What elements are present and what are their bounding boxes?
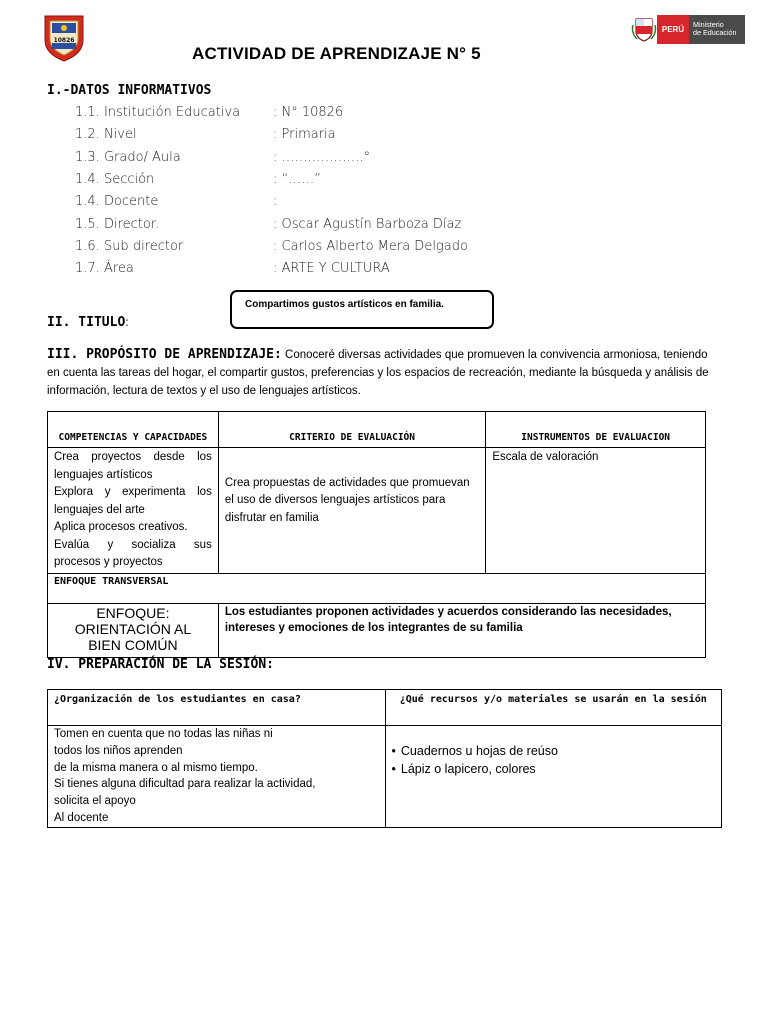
titulo-heading [47, 315, 129, 330]
competencia-line: procesos y proyectos [54, 556, 163, 568]
ministry-name-line1: Ministerio [693, 20, 724, 29]
datos-heading: I.-DATOS INFORMATIVOS [47, 83, 212, 98]
preparacion-heading: IV. PREPARACIÓN DE LA SESIÓN: [47, 657, 274, 672]
info-value: : Carlos Alberto Mera Delgado [273, 239, 468, 254]
proposito-text: Conoceré diversas actividades que promueven la convivencia armoniosa, teniendo en cuenta las tareas del hogar, el compartir gustos, preferencias y los espacios de recreación, mediante la búsqueda y análisis de información, lectura de textos y el uso de lenguajes artísticos. [47, 349, 709, 397]
competencia-line: Explora y experimenta los [54, 486, 212, 498]
info-value: : [273, 194, 278, 209]
competencia-line: Aplica procesos creativos. [54, 521, 188, 533]
info-value: : “……” [273, 172, 321, 187]
organizacion-line: solicita el apoyo [54, 795, 136, 808]
ministry-name-line2: de Educación [693, 28, 737, 37]
proposito-heading: III. PROPÓSITO DE APRENDIZAJE: [47, 347, 282, 362]
titulo-heading-text: II. TITULO [47, 315, 126, 330]
competencias-table [47, 411, 706, 658]
enfoque-name-cell [48, 603, 219, 657]
info-label: 1.7. Área [75, 261, 134, 276]
info-value: : ……………….° [273, 150, 371, 165]
header-criterio: CRITERIO DE EVALUACIÓN [218, 412, 486, 448]
competencias-cell [48, 448, 219, 574]
instrumento-cell: Escala de valoración [486, 448, 706, 574]
titulo-box: Compartimos gustos artísticos en familia. [230, 290, 494, 329]
organizacion-line: todos los niños aprenden [54, 744, 183, 757]
info-value: : ARTE Y CULTURA [273, 261, 390, 276]
enfoque-transversal-label: ENFOQUE TRANSVERSAL [48, 573, 706, 603]
criterio-cell: Crea propuestas de actividades que promuevan el uso de diversos lenguajes artísticos para disfrutar en familia [218, 448, 486, 574]
header-recursos: ¿Qué recursos y/o materiales se usarán en la sesión [385, 690, 722, 726]
preparacion-table [47, 689, 722, 828]
page-title: ACTIVIDAD DE APRENDIZAJE N° 5 [192, 44, 481, 63]
titulo-colon: : [125, 315, 129, 329]
header-organizacion: ¿Organización de los estudiantes en casa? [48, 690, 386, 726]
ministry-name [689, 15, 745, 44]
recurso-item: • Lápiz o lapicero, colores [392, 760, 716, 778]
info-label: 1.4. Docente [75, 194, 159, 209]
organizacion-cell [48, 726, 386, 828]
enfoque-text-cell: Los estudiantes proponen actividades y acuerdos considerando las necesidades, intereses y emociones de los integrantes de su familia [218, 603, 705, 657]
ministry-country: PERÚ [657, 15, 689, 44]
info-label: 1.5. Director. [75, 217, 160, 232]
info-label: 1.1. Institución Educativa [75, 105, 241, 120]
proposito-paragraph [47, 346, 717, 400]
competencia-line: lenguajes del arte [54, 503, 145, 516]
organizacion-line: Tomen en cuenta que no todas las niñas ni [54, 728, 273, 740]
info-value: : Oscar Agustín Barboza Díaz [273, 217, 462, 232]
enfoque-line: ORIENTACIÓN AL [74, 620, 192, 637]
competencia-line: Evalúa y socializa sus [54, 538, 212, 551]
info-label: 1.6. Sub director [75, 239, 184, 254]
recursos-list [392, 742, 716, 778]
info-label: 1.3. Grado/ Aula [75, 150, 181, 165]
info-label: 1.4. Sección [75, 172, 155, 187]
info-label: 1.2. Nivel [75, 127, 137, 142]
recurso-item: • Cuadernos u hojas de reúso [392, 742, 716, 760]
competencia-line: Crea proyectos desde los [54, 451, 212, 463]
peru-shield-icon [631, 15, 657, 44]
competencia-line: lenguajes artísticos [54, 468, 153, 481]
header-competencias: COMPETENCIAS Y CAPACIDADES [48, 412, 219, 448]
enfoque-line: BIEN COMÚN [88, 636, 178, 653]
enfoque-line: ENFOQUE: [96, 604, 170, 621]
header-instrumentos: INSTRUMENTOS DE EVALUACION [486, 412, 706, 448]
info-value: : Primaria [273, 127, 336, 142]
info-value: : N° 10826 [273, 105, 344, 120]
recursos-cell [385, 726, 722, 828]
school-crest-logo [42, 14, 86, 62]
ministry-logo [631, 15, 745, 44]
organizacion-line: Si tienes alguna dificultad para realizar la actividad, [54, 778, 316, 791]
organizacion-line: de la misma manera o al mismo tiempo. [54, 761, 258, 774]
crest-number: 10826 [53, 37, 75, 44]
organizacion-line: Al docente [54, 811, 109, 824]
